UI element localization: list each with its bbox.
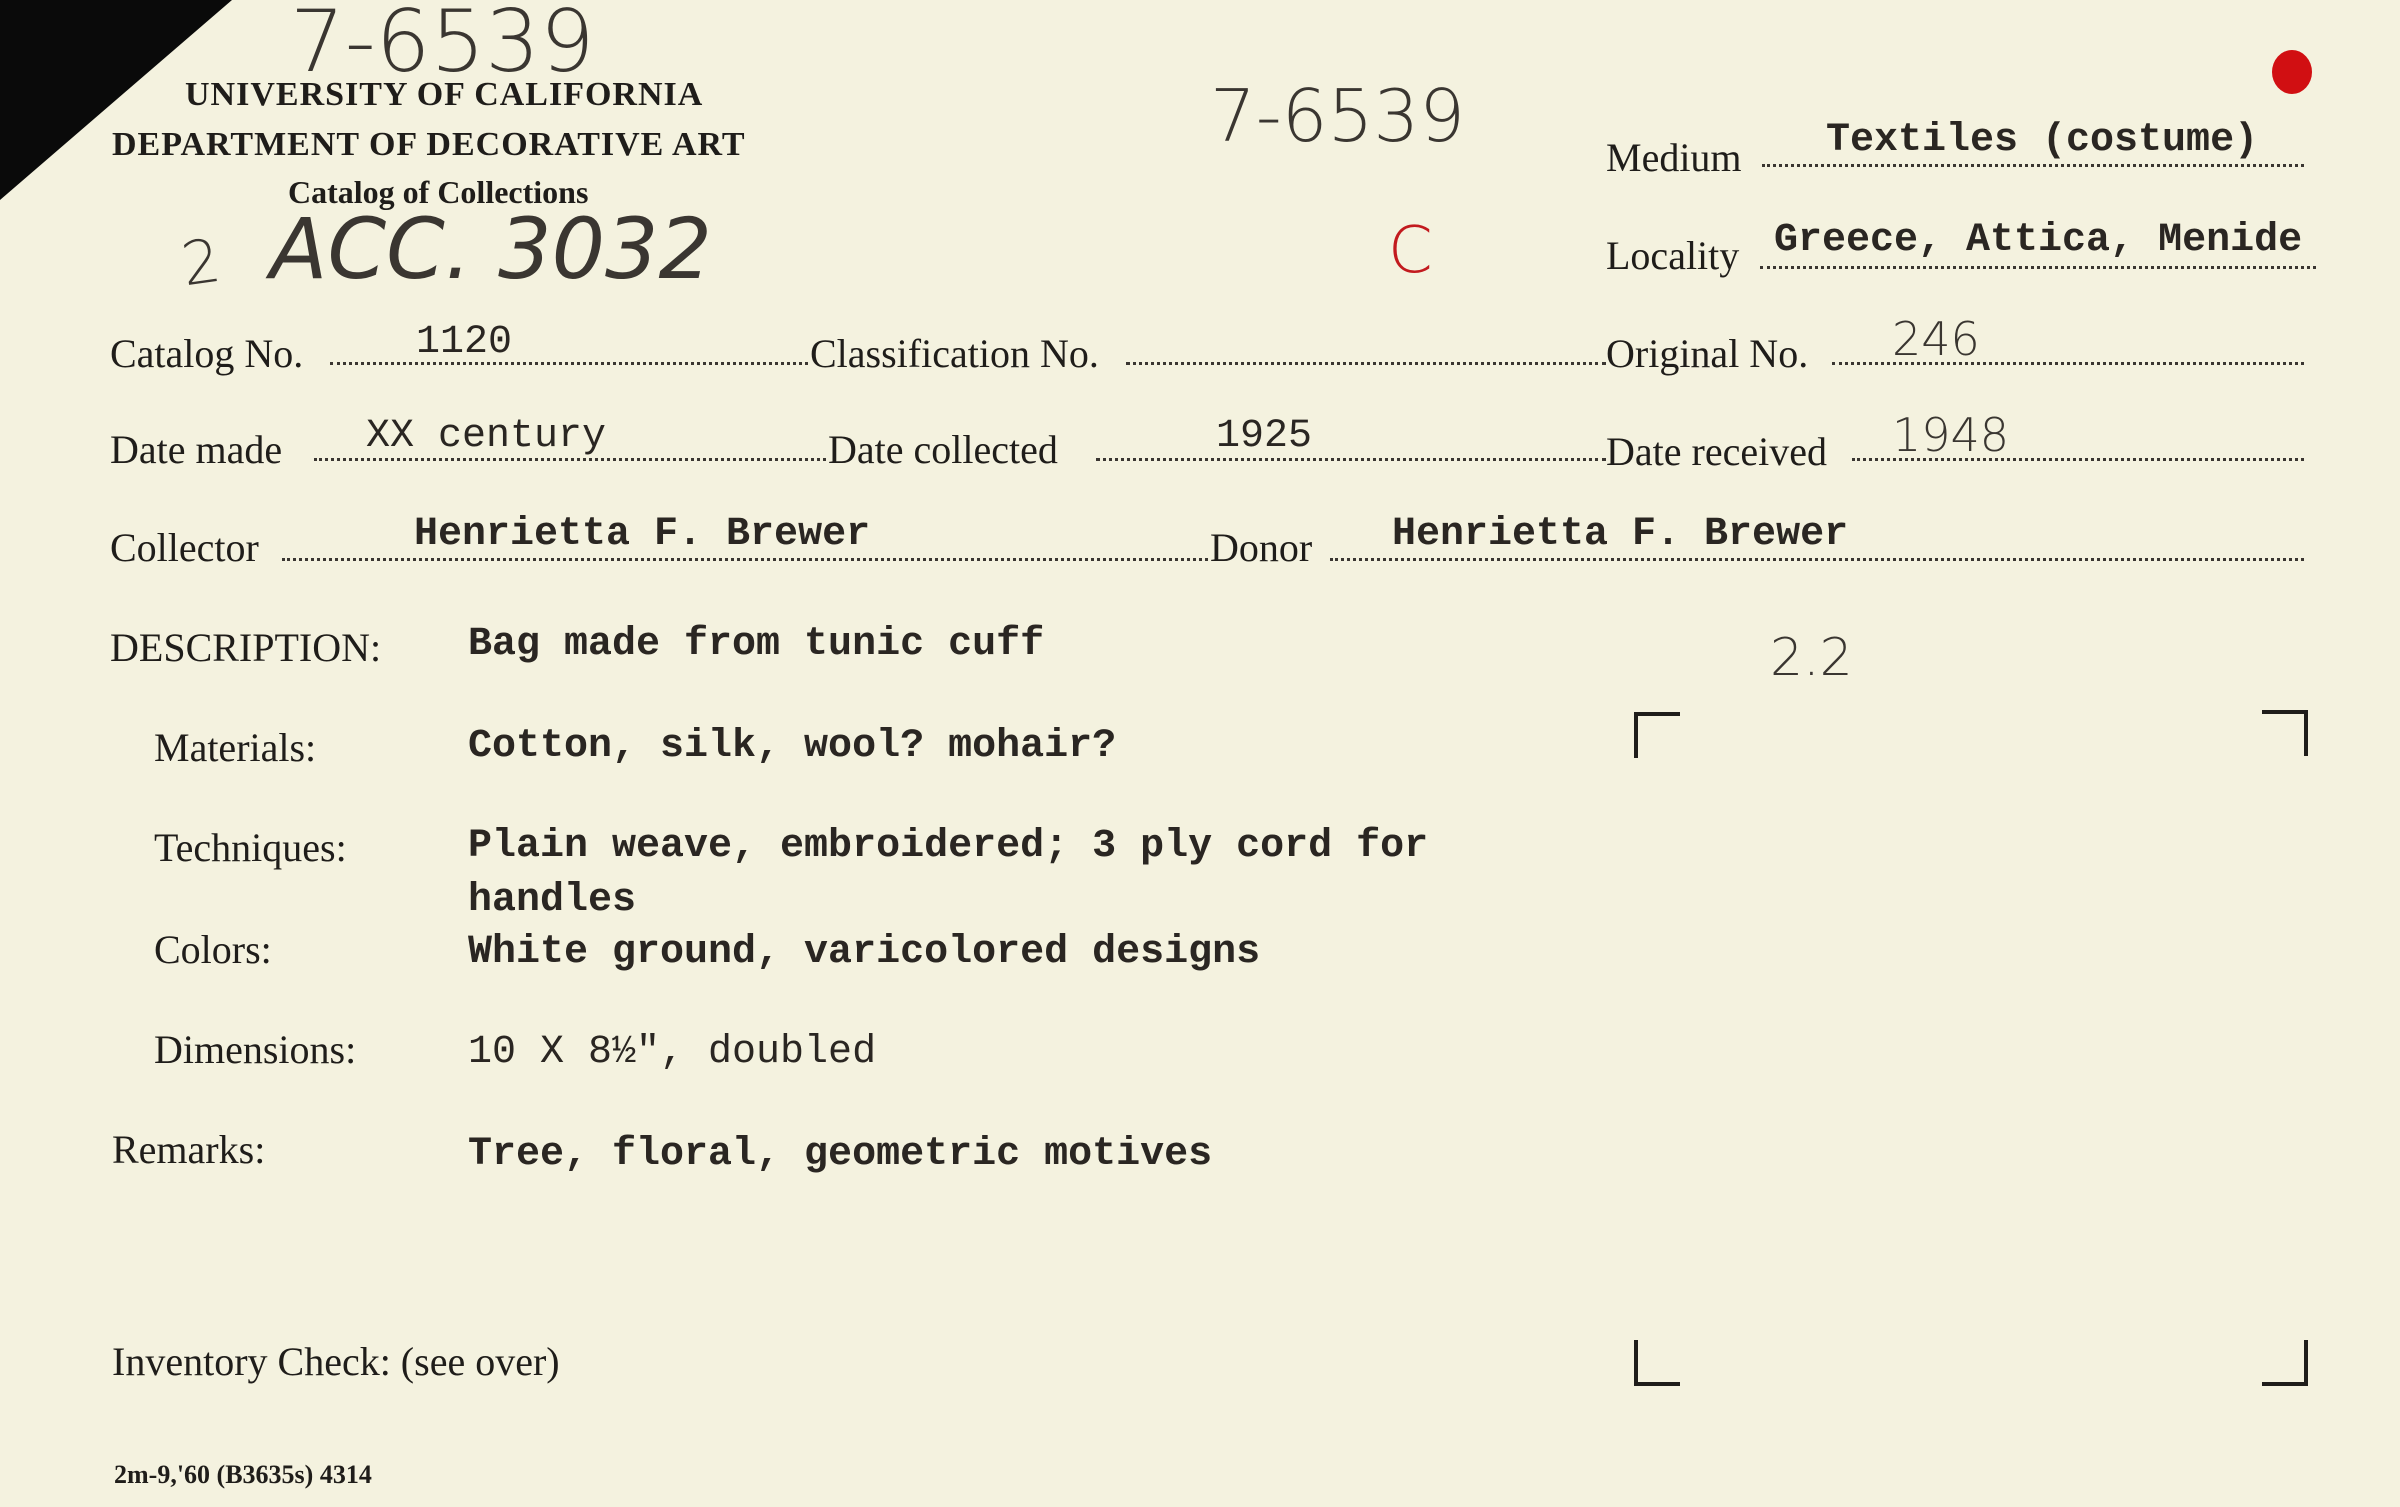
date-collected-label: Date collected [828, 427, 1058, 472]
university-name: UNIVERSITY OF CALIFORNIA [185, 76, 704, 113]
original-no-value: 246 [1892, 312, 1980, 366]
red-check-mark: C [1388, 214, 1433, 288]
donor-label: Donor [1210, 525, 1313, 570]
date-collected-underline [1096, 458, 1606, 461]
donor-underline [1330, 558, 2304, 561]
locality-label: Locality [1606, 233, 1740, 278]
colors-label: Colors: [154, 927, 272, 972]
remarks-label: Remarks: [112, 1127, 266, 1172]
red-dot-marker [2272, 50, 2312, 94]
date-received-value: 1948 [1892, 408, 2010, 462]
techniques-value-line1: Plain weave, embroidered; 3 ply cord for [468, 824, 1429, 869]
photo-corner-top-left [1634, 712, 1680, 758]
locality-underline [1760, 266, 2316, 269]
date-received-label: Date received [1606, 429, 1827, 474]
catalog-no-underline [330, 362, 808, 365]
description-value: Bag made from tunic cuff [468, 622, 1045, 667]
medium-value: Textiles (costume) [1826, 118, 2259, 163]
classification-underline [1126, 362, 1606, 365]
medium-label: Medium [1606, 135, 1742, 180]
print-code: 2m-9,'60 (B3635s) 4314 [114, 1460, 372, 1489]
classification-label: Classification No. [810, 331, 1099, 376]
materials-label: Materials: [154, 725, 317, 770]
date-made-value: XX century [366, 414, 607, 459]
catalog-subtitle: Catalog of Collections [288, 174, 589, 210]
colors-value: White ground, varicolored designs [468, 930, 1261, 975]
date-collected-value: 1925 [1216, 414, 1313, 459]
collector-label: Collector [110, 525, 259, 570]
collector-value: Henrietta F. Brewer [414, 512, 871, 557]
acc-prefix-mark: 2 [177, 225, 225, 301]
accession-number-top: 7-6539 [290, 0, 595, 92]
photo-corner-bottom-left [1634, 1340, 1680, 1386]
accession-acc-number: ACC. 3032 [270, 200, 712, 298]
original-no-label: Original No. [1606, 331, 1809, 376]
dimensions-label: Dimensions: [154, 1027, 357, 1072]
description-label: DESCRIPTION: [110, 625, 382, 670]
department-name: DEPARTMENT OF DECORATIVE ART [112, 126, 746, 163]
materials-value: Cotton, silk, wool? mohair? [468, 724, 1117, 769]
photo-area-number: 2.2 [1770, 628, 1853, 688]
remarks-value: Tree, floral, geometric motives [468, 1132, 1213, 1177]
photo-corner-bottom-right [2262, 1340, 2308, 1386]
photo-corner-top-right [2262, 710, 2308, 756]
date-made-label: Date made [110, 427, 283, 472]
catalog-no-value: 1120 [416, 320, 513, 365]
dimensions-value: 10 X 8½", doubled [468, 1030, 877, 1075]
techniques-label: Techniques: [154, 825, 347, 870]
collector-underline [282, 558, 1208, 561]
catalog-no-label: Catalog No. [110, 331, 304, 376]
donor-value: Henrietta F. Brewer [1392, 512, 1849, 557]
locality-value: Greece, Attica, Menide [1774, 218, 2303, 263]
techniques-value-line2: handles [468, 878, 637, 923]
accession-number-center: 7-6539 [1210, 74, 1466, 158]
inventory-check: Inventory Check: (see over) [112, 1339, 560, 1384]
medium-underline [1762, 164, 2304, 167]
